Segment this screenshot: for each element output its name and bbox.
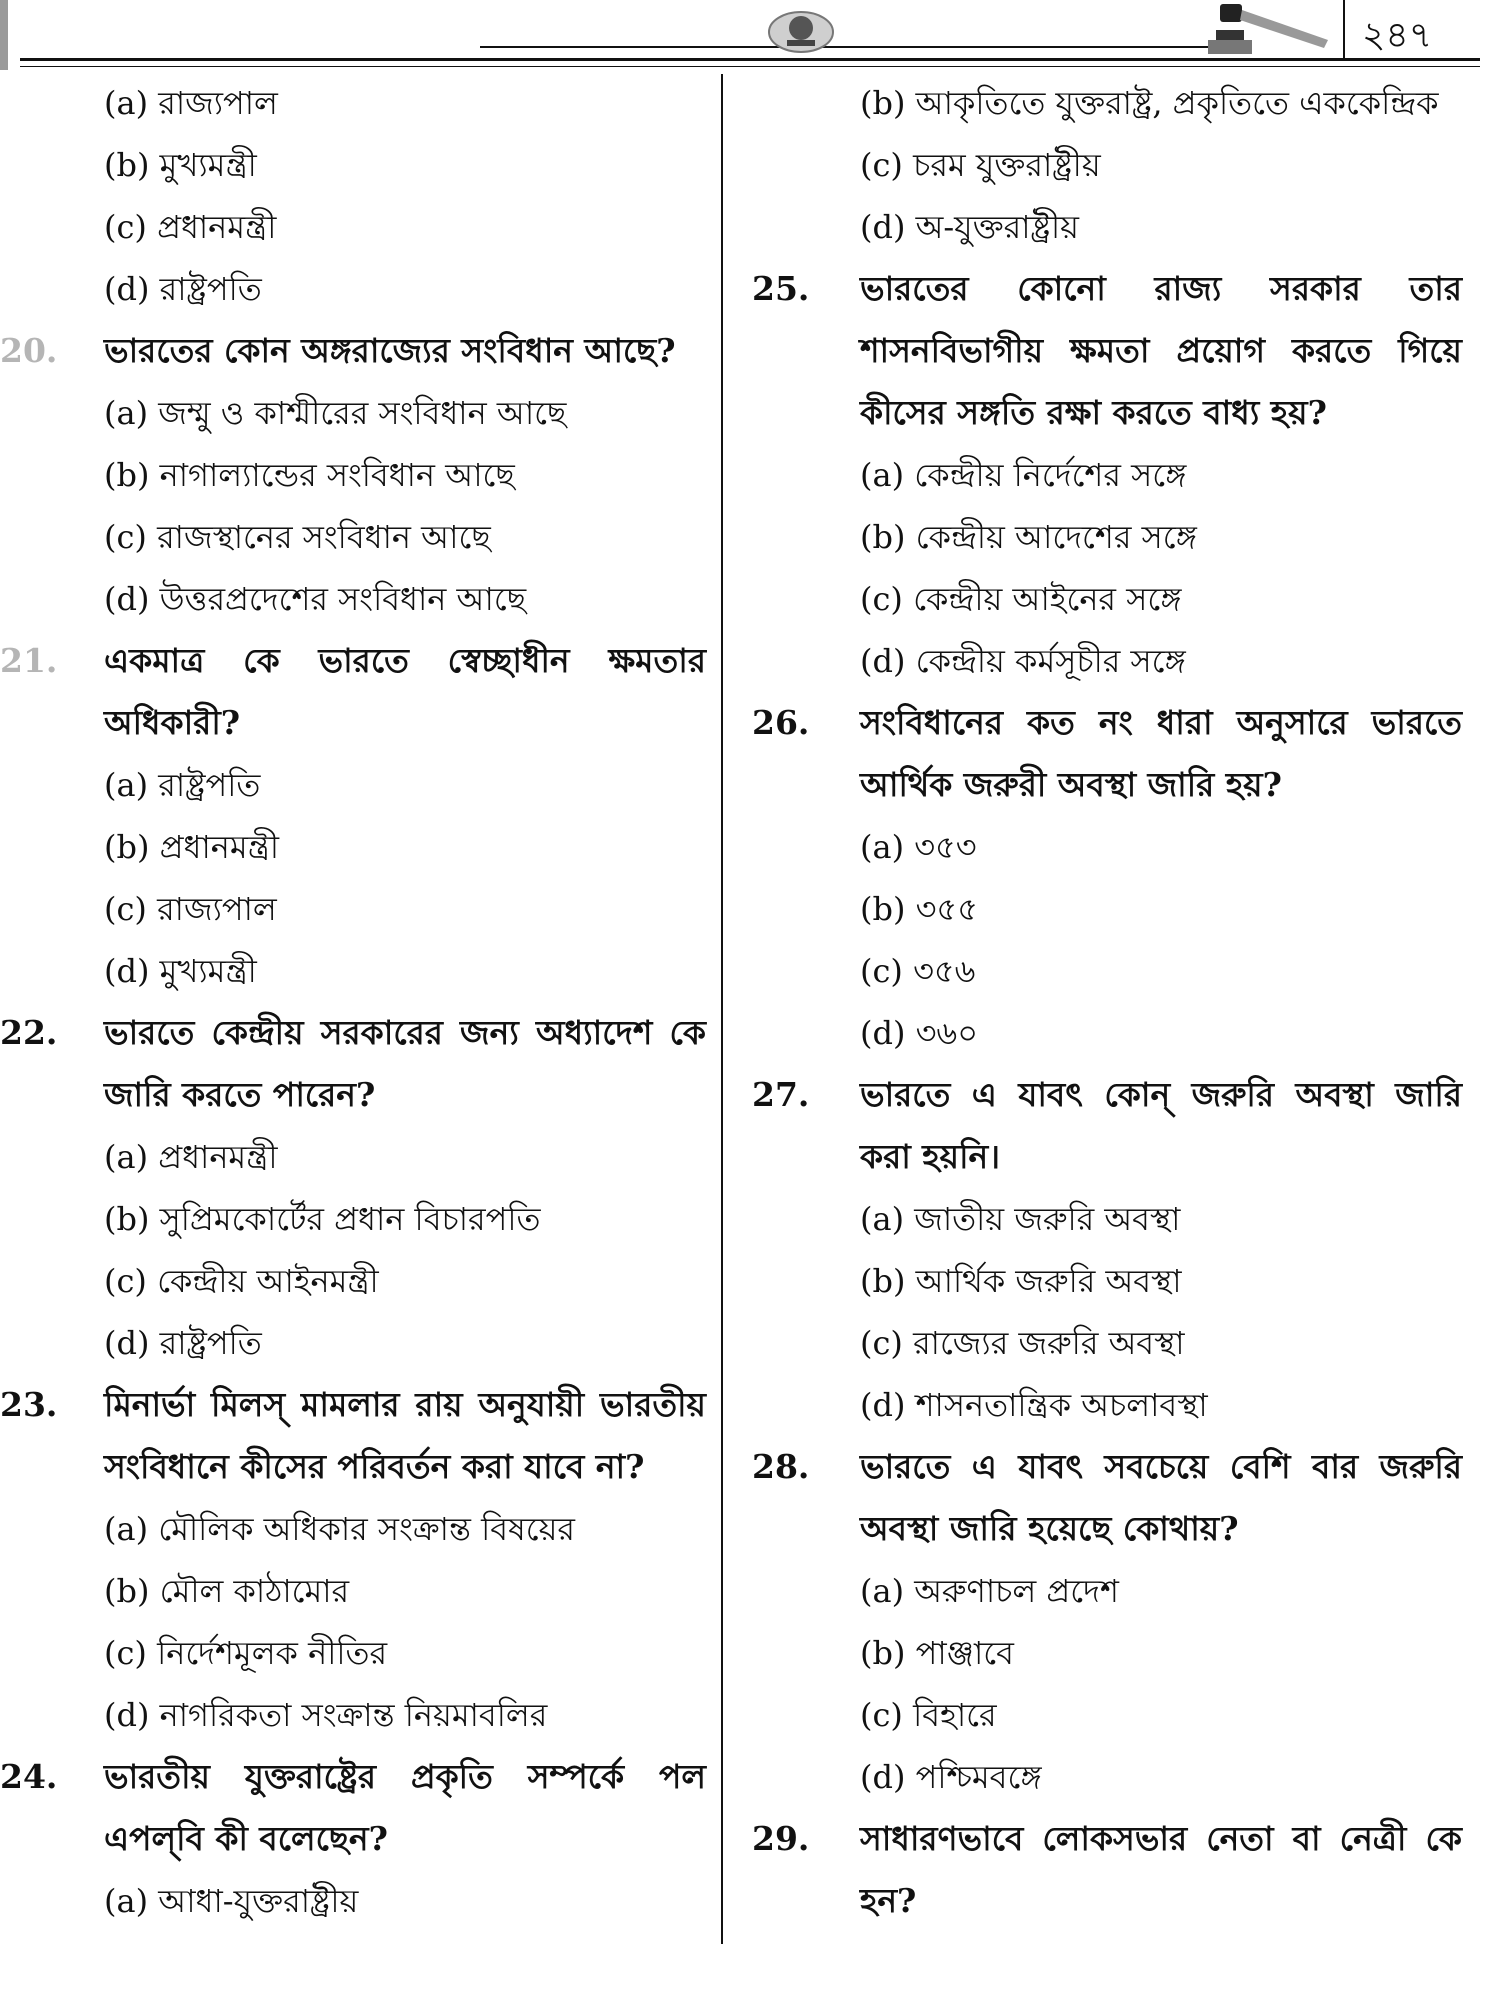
- question: [0, 1374, 706, 1498]
- question-text: ভারতে এ যাবৎ কোন্ জরুরি অবস্থা জারি করা হয়নি।: [860, 1075, 1462, 1176]
- option: (d) ৩৬০: [860, 1014, 979, 1052]
- question-number: 28.: [752, 1447, 810, 1486]
- column-divider: [721, 74, 723, 1944]
- question-text: ভারতের কোন অঙ্গরাজ্যের সংবিধান আছে?: [104, 331, 676, 370]
- option: (d) অ-যুক্তরাষ্ট্রীয়: [860, 208, 1079, 246]
- option: (c) রাজ্যপাল: [104, 890, 277, 928]
- option: (c) রাজস্থানের সংবিধান আছে: [104, 518, 491, 556]
- option: (b) সুপ্রিমকোর্টের প্রধান বিচারপতি: [104, 1200, 541, 1238]
- question-number: 27.: [752, 1075, 810, 1114]
- question-text: ভারতে কেন্দ্রীয় সরকারের জন্য অধ্যাদেশ কে জারি করতে পারেন?: [104, 1013, 706, 1114]
- option: (b) আকৃতিতে যুক্তরাষ্ট্র, প্রকৃতিতে এককেন্দ্রিক: [860, 84, 1439, 122]
- option: (d) রাষ্ট্রপতি: [104, 1324, 262, 1362]
- option: (d) কেন্দ্রীয় কর্মসূচীর সঙ্গে: [860, 642, 1186, 680]
- option: (a) জম্মু ও কাশ্মীরের সংবিধান আছে: [104, 394, 567, 432]
- question-text: ভারতে এ যাবৎ সবচেয়ে বেশি বার জরুরি অবস্থা জারি হয়েছে কোথায়?: [860, 1447, 1462, 1548]
- option: (b) মৌল কাঠামোর: [104, 1572, 350, 1610]
- question: [752, 692, 1462, 816]
- question: [0, 1002, 706, 1126]
- left-column: [0, 72, 706, 1932]
- option: (a) কেন্দ্রীয় নির্দেশের সঙ্গে: [860, 456, 1187, 494]
- option: (b) কেন্দ্রীয় আদেশের সঙ্গে: [860, 518, 1197, 556]
- option: (b) আর্থিক জরুরি অবস্থা: [860, 1262, 1182, 1300]
- option: (d) রাষ্ট্রপতি: [104, 270, 262, 308]
- option: (b) মুখ্যমন্ত্রী: [104, 146, 257, 184]
- question-number: 22.: [0, 1013, 58, 1052]
- option: (c) প্রধানমন্ত্রী: [104, 208, 277, 246]
- question-text: একমাত্র কে ভারতে স্বেচ্ছাধীন ক্ষমতার অধিকারী?: [104, 641, 706, 742]
- question: [752, 258, 1462, 444]
- question: [752, 1436, 1462, 1560]
- header-separator: [1343, 0, 1345, 58]
- question: [0, 320, 706, 382]
- question: [752, 1808, 1462, 1932]
- option: (c) কেন্দ্রীয় আইনের সঙ্গে: [860, 580, 1182, 618]
- gavel-icon: [1200, 0, 1330, 56]
- question-text: সংবিধানের কত নং ধারা অনুসারে ভারতে আর্থিক জরুরী অবস্থা জারি হয়?: [860, 703, 1462, 804]
- question: [0, 1746, 706, 1870]
- header-rule: [20, 58, 1480, 61]
- question-text: ভারতীয় যুক্তরাষ্ট্রের প্রকৃতি সম্পর্কে পল এপল্‌বি কী বলেছেন?: [104, 1757, 706, 1858]
- option: (a) ৩৫৩: [860, 828, 977, 866]
- option: (b) নাগাল্যান্ডের সংবিধান আছে: [104, 456, 515, 494]
- page-number: ২৪৭: [1362, 15, 1433, 56]
- option: (a) জাতীয় জরুরি অবস্থা: [860, 1200, 1181, 1238]
- page-header: [0, 0, 1500, 70]
- header-rule-thin: [20, 66, 1480, 67]
- option: (a) প্রধানমন্ত্রী: [104, 1138, 278, 1176]
- option: (a) মৌলিক অধিকার সংক্রান্ত বিষয়ের: [104, 1510, 576, 1548]
- question-text: সাধারণভাবে লোকসভার নেতা বা নেত্রী কে হন?: [860, 1819, 1462, 1920]
- question-text: মিনার্ভা মিলস্ মামলার রায় অনুযায়ী ভারতীয় সংবিধানে কীসের পরিবর্তন করা যাবে না?: [104, 1385, 706, 1486]
- option: (b) ৩৫৫: [860, 890, 978, 928]
- question-number: 25.: [752, 269, 810, 308]
- option: (c) রাজ্যের জরুরি অবস্থা: [860, 1324, 1185, 1362]
- question-number: 29.: [752, 1819, 810, 1858]
- question-number: 21.: [0, 641, 58, 680]
- option: (b) প্রধানমন্ত্রী: [104, 828, 279, 866]
- option: (d) শাসনতান্ত্রিক অচলাবস্থা: [860, 1386, 1208, 1424]
- question: [0, 630, 706, 754]
- header-line: [480, 46, 1240, 48]
- option: (a) রাষ্ট্রপতি: [104, 766, 261, 804]
- option: (d) নাগরিকতা সংক্রান্ত নিয়মাবলির: [104, 1696, 548, 1734]
- question-number: 23.: [0, 1385, 58, 1424]
- emblem-icon: [765, 2, 837, 54]
- scan-edge: [0, 0, 8, 70]
- right-column: [752, 72, 1462, 1932]
- option: (d) উত্তরপ্রদেশের সংবিধান আছে: [104, 580, 527, 618]
- option: (a) রাজ্যপাল: [104, 84, 278, 122]
- question-number: 26.: [752, 703, 810, 742]
- option: (c) নির্দেশমূলক নীতির: [104, 1634, 388, 1672]
- option: (a) আধা-যুক্তরাষ্ট্রীয়: [104, 1882, 359, 1920]
- option: (c) চরম যুক্তরাষ্ট্রীয়: [860, 146, 1101, 184]
- option: (b) পাঞ্জাবে: [860, 1634, 1014, 1672]
- option: (c) বিহারে: [860, 1696, 997, 1734]
- option: (c) ৩৫৬: [860, 952, 976, 990]
- question-text: ভারতের কোনো রাজ্য সরকার তার শাসনবিভাগীয় ক্ষমতা প্রয়োগ করতে গিয়ে কীসের সঙ্গতি রক্ষা করতে বাধ্য হয়?: [860, 269, 1462, 432]
- option: (d) মুখ্যমন্ত্রী: [104, 952, 257, 990]
- option: (c) কেন্দ্রীয় আইনমন্ত্রী: [104, 1262, 379, 1300]
- question: [752, 1064, 1462, 1188]
- option: (d) পশ্চিমবঙ্গে: [860, 1758, 1042, 1796]
- question-number: 24.: [0, 1757, 58, 1796]
- option: (a) অরুণাচল প্রদেশ: [860, 1572, 1119, 1610]
- question-number: 20.: [0, 331, 58, 370]
